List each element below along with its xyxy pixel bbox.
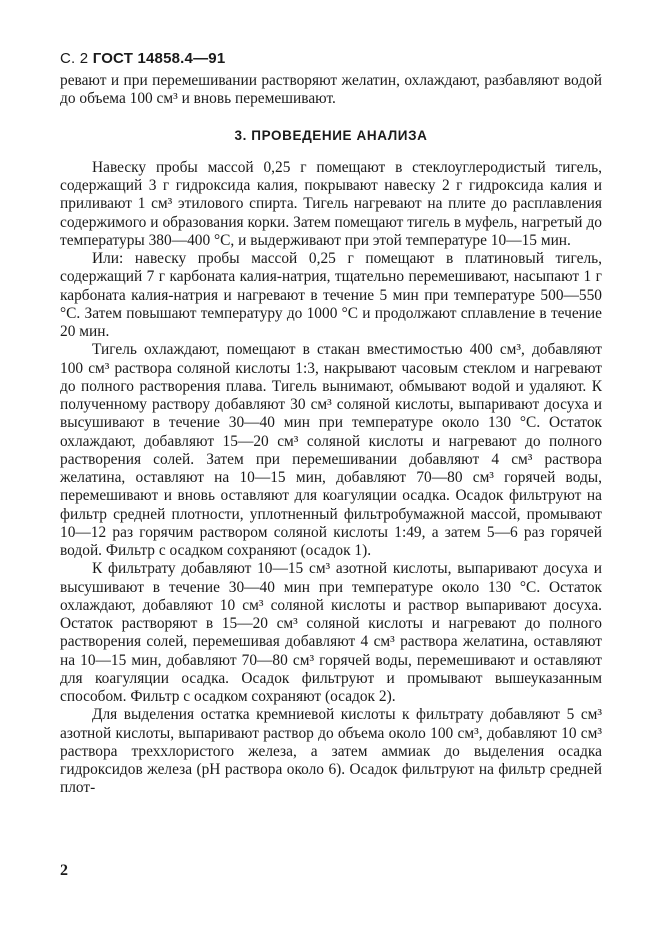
page-prefix: С. 2 [60,50,89,67]
paragraph-silicic-acid: Для выделения остатка кремниевой кислоты к фильтрату добавляют 5 см³ азотной кислоты, выпаривают раствор до объема около 100 см³, добавляют 10 см³ раствора треххлористого железа, а затем аммиак до выделения осадка гидроксидов железа (рН раствора около 6). Осадок фильтруют на фильтр средней плот- [60,706,602,797]
paragraph-sample-fusion-koh: Навеску пробы массой 0,25 г помещают в стеклоуглеродистый тигель, содержащий 3 г гидроксида калия, покрывают навеску 2 г гидроксида калия и приливают 1 см³ этилового спирта. Тигель нагревают на плите до расплавления содержимого и образования корки. Затем помещают тигель в муфель, нагретый до температуры 380—400 °С, и выдерживают при этой температуре 10—15 мин. [60,158,602,249]
document-body [60,72,602,798]
standard-number: ГОСТ 14858.4—91 [92,50,226,67]
paragraph-filtrate-treatment: К фильтрату добавляют 10—15 см³ азотной кислоты, выпаривают досуха и высушивают в течение 30—40 мин при температуре около 130 °С. Остаток охлаждают, добавляют 10 см³ соляной кислоты и раствор выпаривают досуха. Остаток растворяют в 15—20 см³ соляной кислоты и нагревают до полного растворения солей, перемешивая добавляют 4 см³ раствора желатина, оставляют на 10—15 мин, добавляют 70—80 см³ горячей воды, перемешивают и оставляют для коагуляции осадка. Осадок фильтруют и промывают вышеуказанным способом. Фильтр с осадком сохраняют (осадок 2). [60,560,602,705]
continuation-paragraph: ревают и при перемешивании растворяют желатин, охлаждают, разбавляют водой до объема 100 см³ и вновь перемешивают. [60,72,602,108]
page-header [60,50,225,67]
section-title: 3. ПРОВЕДЕНИЕ АНАЛИЗА [234,127,428,143]
page-number: 2 [60,862,68,879]
paragraph-sample-fusion-carbonate: Или: навеску пробы массой 0,25 г помещают в платиновый тигель, содержащий 7 г карбоната калия-натрия, тщательно перемешивают, насыпают 1 г карбоната калия-натрия и нагревают в течение 5 мин при температуре 500—550 °С. Затем повышают температуру до 1000 °С и продолжают сплавление в течение 20 мин. [60,250,602,340]
paragraph-dissolution: Тигель охлаждают, помещают в стакан вместимостью 400 см³, добавляют 100 см³ раствора соляной кислоты 1:3, накрывают часовым стеклом и нагревают до полного растворения плава. Тигель вынимают, обмывают водой и удаляют. К полученному раствору добавляют 30 см³ соляной кислоты, выпаривают досуха и высушивают в течение 30—40 мин при температуре около 130 °С. Остаток охлаждают, добавляют 15—20 см³ соляной кислоты и нагревают до полного растворения солей. Затем при перемешивании добавляют 4 см³ раствора желатина, оставляют на 10—15 мин, добавляют 70—80 см³ горячей воды, перемешивают и вновь оставляют для коагуляции осадка. Осадок фильтруют на фильтр средней плотности, уплотненный фильтробумажной массой, промывают 10—12 раз горячим раствором соляной кислоты 1:49, а затем 5—6 раз горячей водой. Фильтр с осадком сохраняют (осадок 1). [60,341,602,559]
